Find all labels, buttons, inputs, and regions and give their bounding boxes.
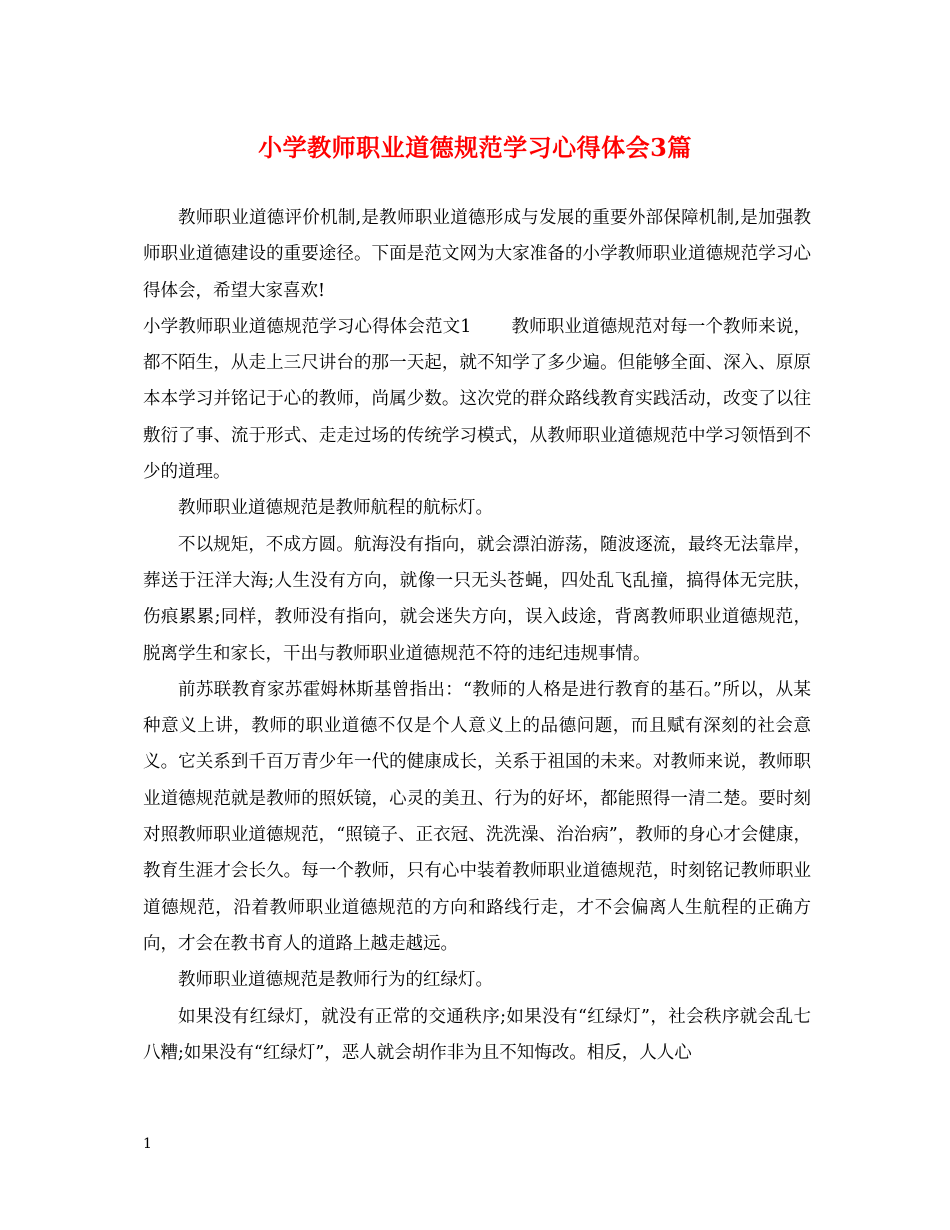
body-paragraph-text: 不以规矩，不成方圆。航海没有指向，就会漂泊游荡，随波逐流，最终无法靠岸，葬送于汪洋大海;人生没有方向，就像一只无头苍蝇，四处乱飞乱撞，搞得体无完肤，伤痕累累;同样，教师没有指向，就会迷失方向，误入歧途，背离教师职业道德规范，脱离学生和家长，干出与教师职业道德规范不符的违纪违规事情。 [143, 534, 811, 664]
body-paragraph-navigation-lamp [143, 490, 811, 526]
section-heading-paragraph [143, 309, 811, 490]
body-paragraph-sukhomlinsky [143, 672, 811, 962]
body-paragraph-traffic-light [143, 962, 811, 998]
body-paragraph-text: 教师职业道德规范是教师行为的红绿灯。 [178, 970, 493, 991]
body-paragraph-text: 前苏联教育家苏霍姆林斯基曾指出：“教师的人格是进行教育的基石。”所以，从某种意义上讲，教师的职业道德不仅是个人意义上的品德问题，而且赋有深刻的社会意义。它关系到千百万青少年一代的健康成长，关系于祖国的未来。对教师来说，教师职业道德规范就是教师的照妖镜，心灵的美丑、行为的好坏，都能照得一清二楚。要时刻对照教师职业道德规范，“照镜子、正衣冠、洗洗澡、治治病”，教师的身心才会健康，教育生涯才会长久。每一个教师，只有心中装着教师职业道德规范，时刻铭记教师职业道德规范，沿着教师职业道德规范的方向和路线行走，才不会偏离人生航程的正确方向，才会在教书育人的道路上越走越远。 [143, 679, 811, 954]
section-paragraph-text: 教师职业道德规范对每一个教师来说，都不陌生，从走上三尺讲台的那一天起，就不知学了多少遍。但能够全面、深入、原原本本学习并铭记于心的教师，尚属少数。这次党的群众路线教育实践活动，改变了以往敷衍了事、流于形式、走走过场的传统学习模式，从教师职业道德规范中学习领悟到不少的道理。 [143, 316, 811, 483]
section-heading: 小学教师职业道德规范学习心得体会范文1 [143, 316, 472, 337]
intro-paragraph-text: 教师职业道德评价机制,是教师职业道德形成与发展的重要外部保障机制,是加强教师职业道德建设的重要途径。下面是范文网为大家准备的小学教师职业道德规范学习心得体会，希望大家喜欢! [143, 208, 811, 301]
body-paragraph-order [143, 999, 811, 1072]
body-paragraph-text: 如果没有红绿灯，就没有正常的交通秩序;如果没有“红绿灯”，社会秩序就会乱七八糟;如果没有“红绿灯”，恶人就会胡作非为且不知悔改。相反，人人心 [143, 1006, 811, 1063]
document-title: 小学教师职业道德规范学习心得体会3篇 [258, 133, 692, 162]
body-paragraph-rules [143, 527, 811, 672]
page-number: 1 [143, 1136, 152, 1152]
body-paragraph-text: 教师职业道德规范是教师航程的航标灯。 [178, 498, 493, 519]
intro-paragraph [143, 200, 811, 309]
document-body [143, 200, 811, 1071]
